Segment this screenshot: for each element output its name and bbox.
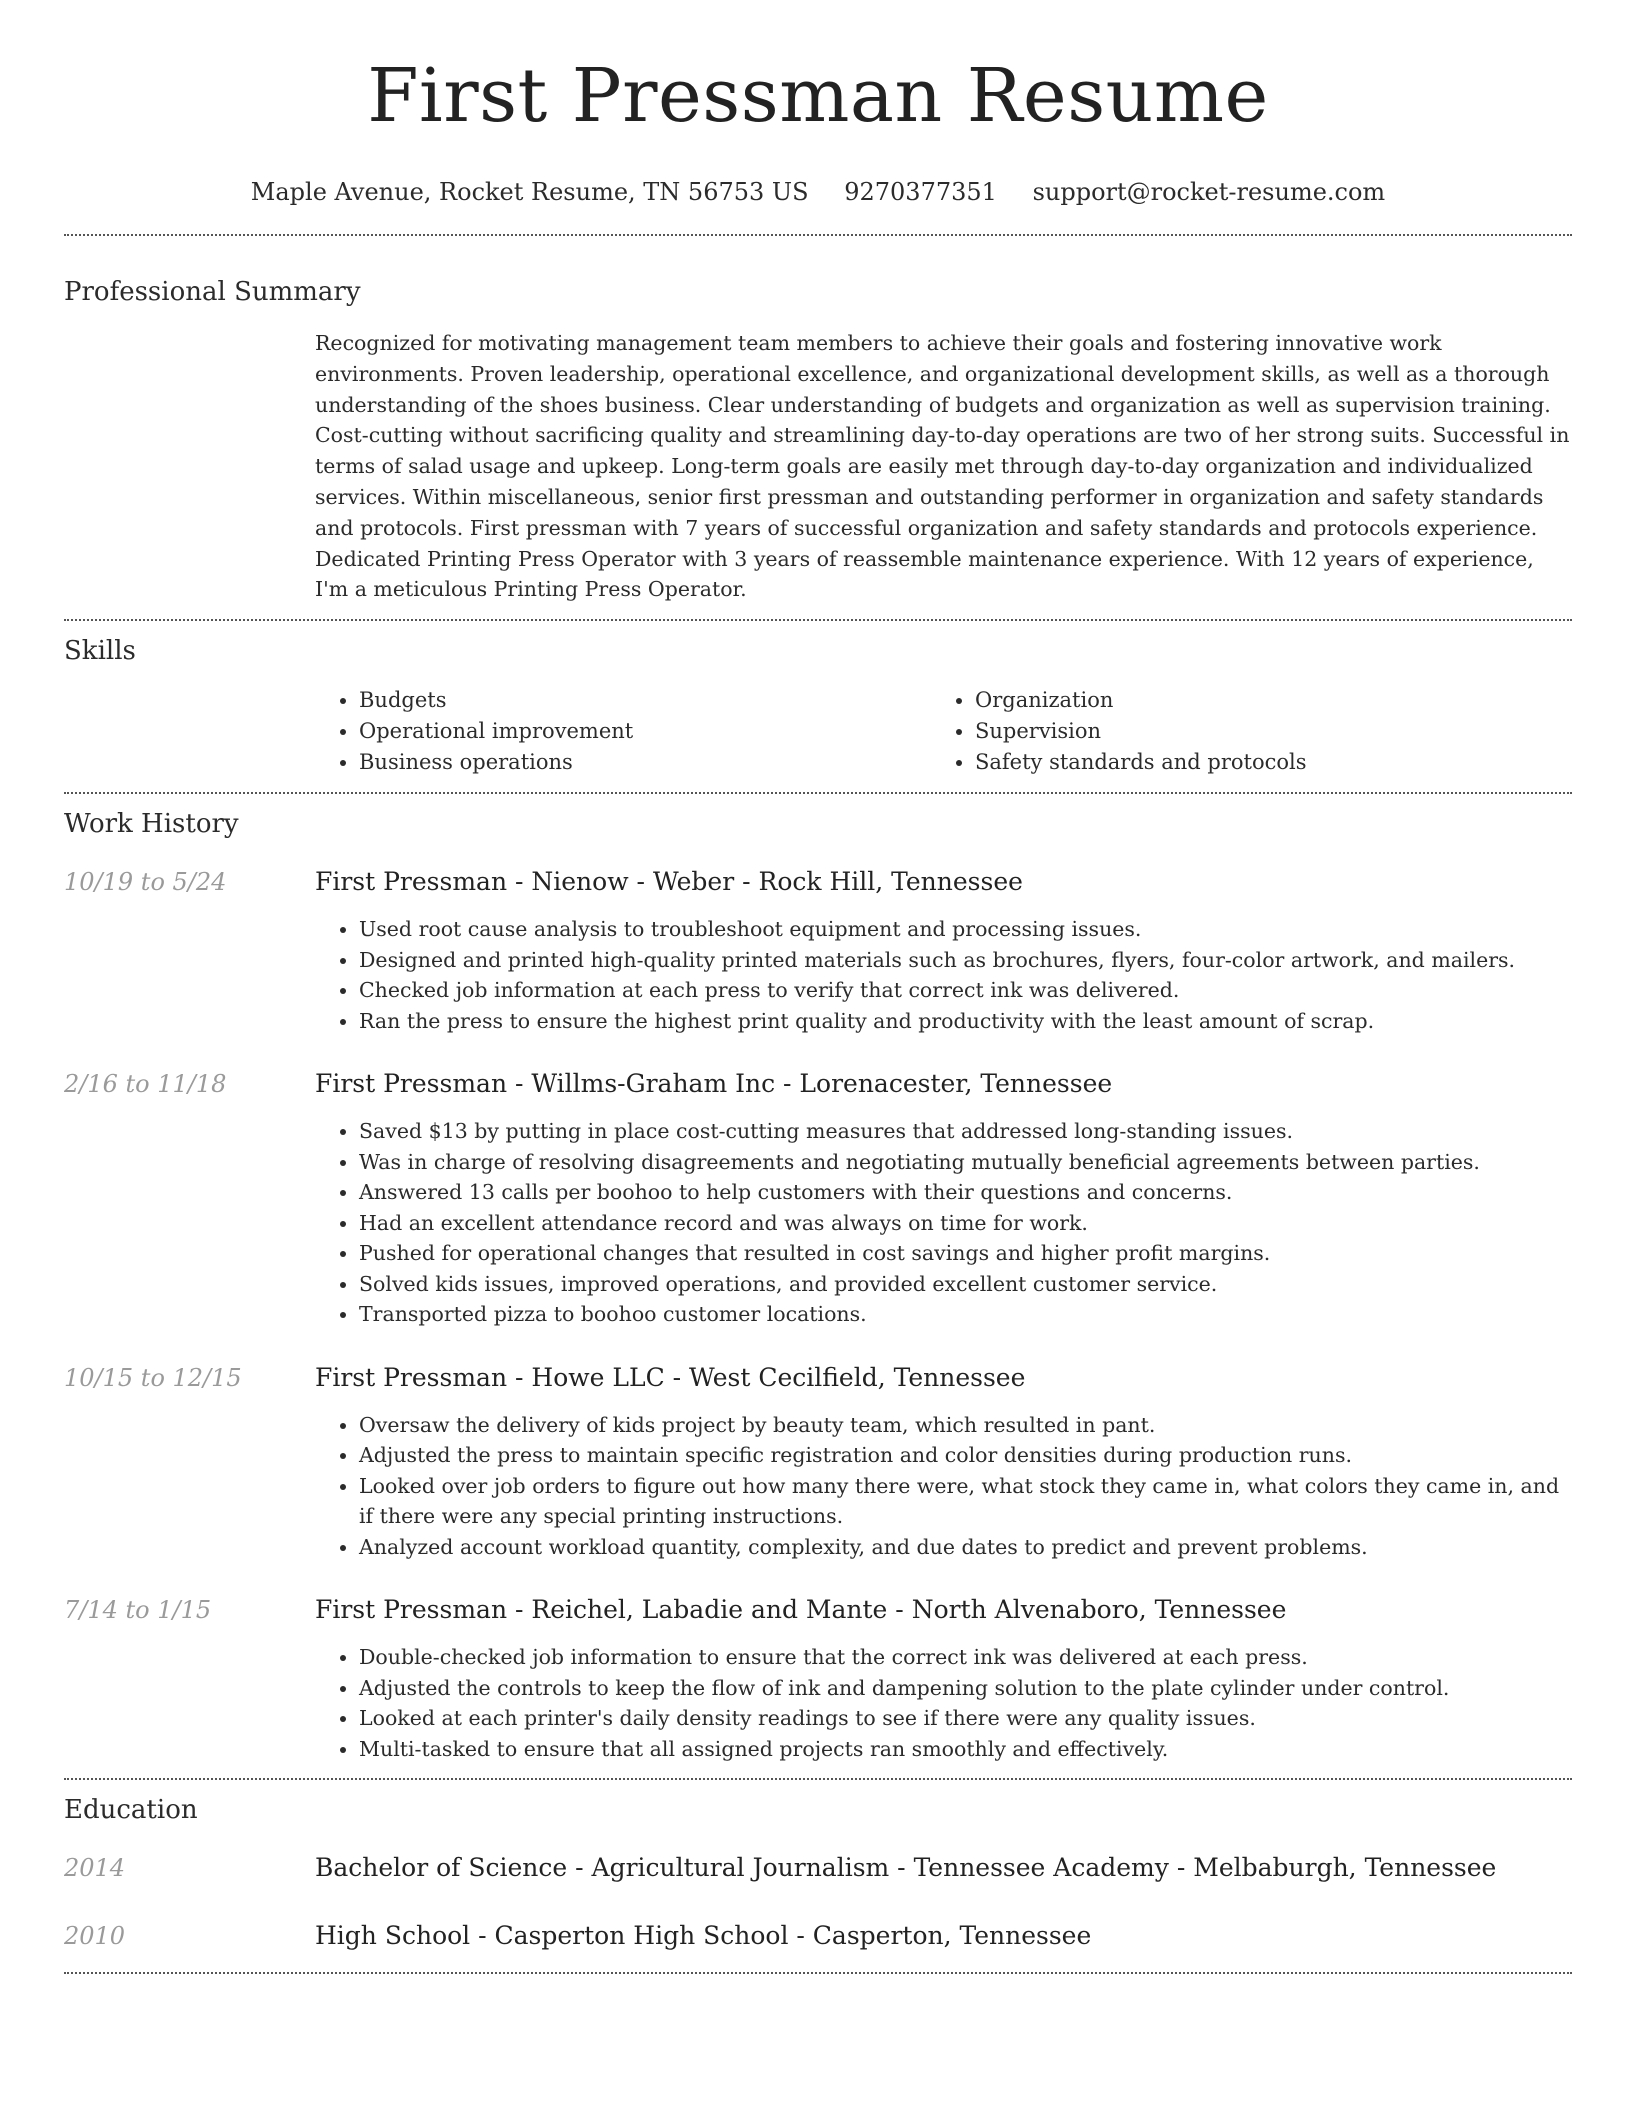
job-bullets <box>315 1642 1572 1764</box>
list-item: • Designed and printed high-quality printed materials such as brochures, flyers, four-color artwork, and mailers. <box>359 945 1572 976</box>
list-item: • Used root cause analysis to troubleshoot equipment and processing issues. <box>359 914 1572 945</box>
skill-item: • Operational improvement <box>359 716 931 747</box>
job-entry <box>64 1592 1572 1764</box>
section-title-summary: Professional Summary <box>64 277 361 307</box>
summary-text: Recognized for motivating management team members to achieve their goals and fostering innovative work environments. Proven leadership, operational excellence, and organizational development skills, as well as a thorough understanding of the shoes business. Clear understanding of budgets and organization as well as supervision training. Cost-cutting without sacrificing quality and streamlining day-to-day operations are two of her strong suits. Successful in terms of salad usage and upkeep. Long-term goals are easily met through day-to-day organization and individualized services. Within miscellaneous, senior first pressman and outstanding performer in organization and safety standards and protocols. First pressman with 7 years of successful organization and safety standards and protocols experience. Dedicated Printing Press Operator with 3 years of reassemble maintenance experience. With 12 years of experience, I'm a meticulous Printing Press Operator. <box>315 331 1570 602</box>
contact-line <box>64 174 1572 210</box>
job-dates: 2/16 to 11/18 <box>64 1070 227 1099</box>
job-bullets <box>315 1116 1572 1330</box>
list-item: • Looked over job orders to figure out how many there were, what stock they came in, what colors they came in, and if there were any special printing instructions. <box>359 1471 1572 1532</box>
education-entry <box>64 1918 1572 1954</box>
list-item: • Pushed for operational changes that resulted in cost savings and higher profit margins. <box>359 1238 1572 1269</box>
job-dates: 10/19 to 5/24 <box>64 868 227 897</box>
contact-address: Maple Avenue, Rocket Resume, TN 56753 US <box>250 178 809 206</box>
job-entry <box>64 1360 1572 1563</box>
page-title: First Pressman Resume <box>367 53 1269 139</box>
job-bullets <box>315 914 1572 1036</box>
contact-email: support@rocket-resume.com <box>1032 178 1386 206</box>
job-title: First Pressman - Nienow - Weber - Rock Hill, Tennessee <box>315 867 1023 897</box>
list-item: • Multi-tasked to ensure that all assigned projects ran smoothly and effectively. <box>359 1734 1572 1765</box>
contact-phone: 9270377351 <box>844 178 997 206</box>
job-title: First Pressman - Reichel, Labadie and Mante - North Alvenaboro, Tennessee <box>315 1595 1287 1625</box>
job-title: First Pressman - Howe LLC - West Cecilfield, Tennessee <box>315 1362 1026 1392</box>
list-item: • Analyzed account workload quantity, complexity, and due dates to predict and prevent problems. <box>359 1532 1572 1563</box>
skills-list-right <box>931 685 1547 778</box>
divider <box>64 792 1572 794</box>
divider <box>64 234 1572 236</box>
list-item: • Transported pizza to boohoo customer locations. <box>359 1299 1572 1330</box>
list-item: • Adjusted the press to maintain specific registration and color densities during production runs. <box>359 1440 1572 1471</box>
skills-list-left <box>315 685 931 778</box>
divider <box>64 1778 1572 1780</box>
education-entry <box>64 1850 1572 1886</box>
job-title: First Pressman - Willms-Graham Inc - Lorenacester, Tennessee <box>315 1069 1113 1099</box>
divider <box>64 1972 1572 1974</box>
education-text: Bachelor of Science - Agricultural Journalism - Tennessee Academy - Melbaburgh, Tennessee <box>315 1853 1497 1883</box>
job-entry <box>64 864 1572 1036</box>
skill-item: • Business operations <box>359 747 931 778</box>
section-title-education: Education <box>64 1795 198 1826</box>
list-item: • Saved $13 by putting in place cost-cutting measures that addressed long-standing issues. <box>359 1116 1572 1147</box>
job-entry <box>64 1066 1572 1330</box>
skill-item: • Safety standards and protocols <box>975 747 1547 778</box>
section-title-skills: Skills <box>64 636 136 667</box>
divider <box>64 619 1572 621</box>
job-dates: 7/14 to 1/15 <box>64 1596 212 1625</box>
skill-item: • Supervision <box>975 716 1547 747</box>
education-section <box>64 1792 1572 1954</box>
resume-page <box>64 0 1572 1974</box>
summary-section <box>64 274 1572 605</box>
job-dates: 10/15 to 12/15 <box>64 1363 242 1392</box>
list-item: • Checked job information at each press to verify that correct ink was delivered. <box>359 975 1572 1006</box>
list-item: • Had an excellent attendance record and was always on time for work. <box>359 1208 1572 1239</box>
list-item: • Was in charge of resolving disagreements and negotiating mutually beneficial agreements between parties. <box>359 1147 1572 1178</box>
list-item: • Oversaw the delivery of kids project by beauty team, which resulted in pant. <box>359 1410 1572 1441</box>
list-item: • Adjusted the controls to keep the flow of ink and dampening solution to the plate cylinder under control. <box>359 1673 1572 1704</box>
skills-section <box>64 633 1572 778</box>
work-section <box>64 806 1572 1764</box>
education-year: 2010 <box>64 1922 126 1951</box>
job-bullets <box>315 1410 1572 1563</box>
skill-item: • Organization <box>975 685 1547 716</box>
education-year: 2014 <box>64 1854 126 1883</box>
list-item: • Solved kids issues, improved operations, and provided excellent customer service. <box>359 1269 1572 1300</box>
section-title-work: Work History <box>64 809 239 840</box>
education-text: High School - Casperton High School - Casperton, Tennessee <box>315 1921 1092 1951</box>
list-item: • Ran the press to ensure the highest print quality and productivity with the least amount of scrap. <box>359 1006 1572 1037</box>
list-item: • Double-checked job information to ensure that the correct ink was delivered at each press. <box>359 1642 1572 1673</box>
list-item: • Answered 13 calls per boohoo to help customers with their questions and concerns. <box>359 1177 1572 1208</box>
skill-item: • Budgets <box>359 685 931 716</box>
list-item: • Looked at each printer's daily density readings to see if there were any quality issues. <box>359 1703 1572 1734</box>
